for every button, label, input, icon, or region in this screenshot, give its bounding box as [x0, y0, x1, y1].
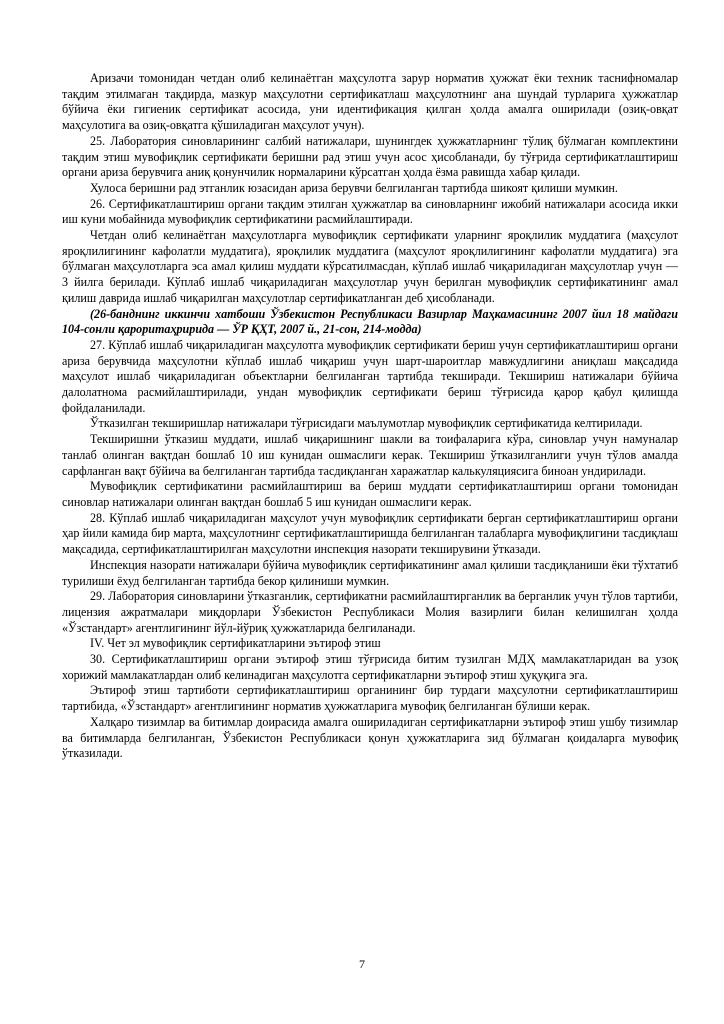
paragraph: Эътироф этиш тартиботи сертификатлаштириш органининг бир турдаги маҳсулотни сертификатлаштириш тартибида, «Ўзстандарт» агентлигининг норматив ҳужжатларига мувофиқ белгиланган бўлиши керак. — [62, 683, 678, 714]
paragraph: Аризачи томонидан четдан олиб келинаётган маҳсулотга зарур норматив ҳужжат ёки техник таснифномалар тақдим этилмаган тақдирда, мазкур маҳсулотни сертификатлаш маҳсулотнинг ана шундай турларига ҳужжатлар бўйича ёки гигиеник сертификат асосида, уни идентификация қилган ҳолда амалга оширилади (озиқ-овқат маҳсулотига ва озиқ-овқатга қўшиладиган маҳсулот учун). — [62, 71, 678, 133]
paragraph: Ўтказилган текширишлар натижалари тўғрисидаги маълумотлар мувофиқлик сертификатида келтирилади. — [90, 416, 643, 431]
paragraph-clause-29: 29. Лаборатория синовларини ўтказганлик, сертификатни расмийлаштирганлик ва берганлик учун тўлов тартиби, лицензия ажратмалари миқдорлари Ўзбекистон Республикаси Молия вазирлиги билан келишилган ҳолда «Ўзстандарт» агентлигининг йўл-йўриқ ҳужжатларида белгиланади. — [62, 589, 678, 635]
paragraph-clause-28: 28. Кўплаб ишлаб чиқариладиган маҳсулот учун мувофиқлик сертификати берган сертификатлаштириш органи ҳар йили камида бир марта, маҳсулотнинг сертификатлаштиришда белгиланган талабларга мувофиқлигини тасдиқлаш мақсадида, сертификатлаштирилган маҳсулотни инспекция назорати текширувини ўтказади. — [62, 510, 678, 557]
paragraph: Четдан олиб келинаётган маҳсулотларга мувофиқлик сертификати уларнинг яроқлилик муддатига (маҳсулот яроқлилигининг кафолатли муддатига), яроқлилик муддатига (маҳсулот яроқлилигининг кафолатли муддатига) эга бўлмаган маҳсулотларга эса амал қилиш муддати кўрсатилмасдан, кўплаб ишлаб чиқариладиган маҳсулотлар учун — 3 йилга берилади. Кўплаб ишлаб чиқариладиган маҳсулотлар учун берилган мувофиқлик сертификатининг амал қилиш даврида ишлаб чиқарилган маҳсулотлар сертификатланган деб ҳисобланади. — [62, 228, 678, 305]
paragraph: Халқаро тизимлар ва битимлар доирасида амалга ошириладиган сертификатларни эътироф этиш ушбу тизимлар ва битимларда белгиланган, Ўзбекистон Республикаси қонун ҳужжатларига зид бўлмаган қоидаларга мувофиқ ўтказилади. — [62, 714, 678, 761]
paragraph: Инспекция назорати натижалари бўйича мувофиқлик сертификатининг амал қилиши тасдиқланиши ёки тўхтатиб турилиши ёхуд белгиланган тартибда бекор қилиниши мумкин. — [62, 557, 678, 588]
document-body — [62, 71, 678, 762]
paragraph: Мувофиқлик сертификатини расмийлаштириш ва бериш муддати сертификатлаштириш органи томонидан синовлар натижалари олинган вақтдан бошлаб 5 иш кунидан ошмаслиги керак. — [62, 479, 678, 509]
paragraph-clause-26: 26. Сертификатлаштириш органи тақдим этилган ҳужжатлар ва синовларнинг ижобий натижалари асосида икки иш куни мобайнида мувофиқлик сертификатини расмийлаштиради. — [62, 196, 678, 227]
amendment-note: (26-банднинг иккинчи хатбоши Ўзбекистон Республикаси Вазирлар Маҳкамасининг 2007 йил 18 майдаги 104-сонли қароритаҳририда — ЎР ҚҲТ, 2007 й., 21-сон, 214-модда) — [62, 306, 678, 337]
paragraph-clause-27: 27. Кўплаб ишлаб чиқариладиган маҳсулотга мувофиқлик сертификати бериш учун сертификатлаштириш органи ариза берувчида маҳсулотни кўплаб ишлаб чиқариш учун шарт-шароитлар мавжудлигини аниқлаш мақсадида маҳсулот ишлаб чиқариладиган объектларни белгиланган тартибда текширади. Текшириш натижалари бўйича далолатнома расмийлаштирилади, ундан мувофиқлик сертификати бериш тўғрисида қарор қабул қилишда фойдаланилади. — [62, 337, 678, 415]
paragraph: Хулоса беришни рад этганлик юзасидан ариза берувчи белгиланган тартибда шикоят қилиши мумкин. — [90, 180, 618, 195]
paragraph-clause-30: 30. Сертификатлаштириш органи эътироф этиш тўғрисида битим тузилган МДҲ мамлакатларидан ва узоқ хорижий мамлакатлардан олиб келинадиган маҳсулотга сертификатларни эътироф этиш ҳуқуқига эга. — [62, 652, 678, 682]
paragraph: Текширишни ўтказиш муддати, ишлаб чиқаришнинг шакли ва тоифаларига кўра, синовлар учун намуналар танлаб олинган вақтдан бошлаб 10 иш кунидан ошмаслиги керак. Текшириш ўтказилганлиги учун тўлов амалда сарфланган вақт бўйича ва белгиланган тартибда тасдиқланган харажатлар калькуляциясига биноан ундирилади. — [62, 432, 678, 478]
paragraph-clause-25: 25. Лаборатория синовларининг салбий натижалари, шунингдек ҳужжатларнинг тўлиқ бўлмаган комплектини тақдим этиш мувофиқлик сертификати беришни рад этиш учун асос ҳисобланади, бу тўғрида сертификатлаштириш органи ариза берувчига аниқ қонунчилик нормаларини кўрсатган ҳолда ёзма равишда хабар қилади. — [62, 133, 678, 180]
page-number: 7 — [359, 957, 365, 971]
section-heading: IV. Чет эл мувофиқлик сертификатларини эътироф этиш — [90, 636, 381, 651]
